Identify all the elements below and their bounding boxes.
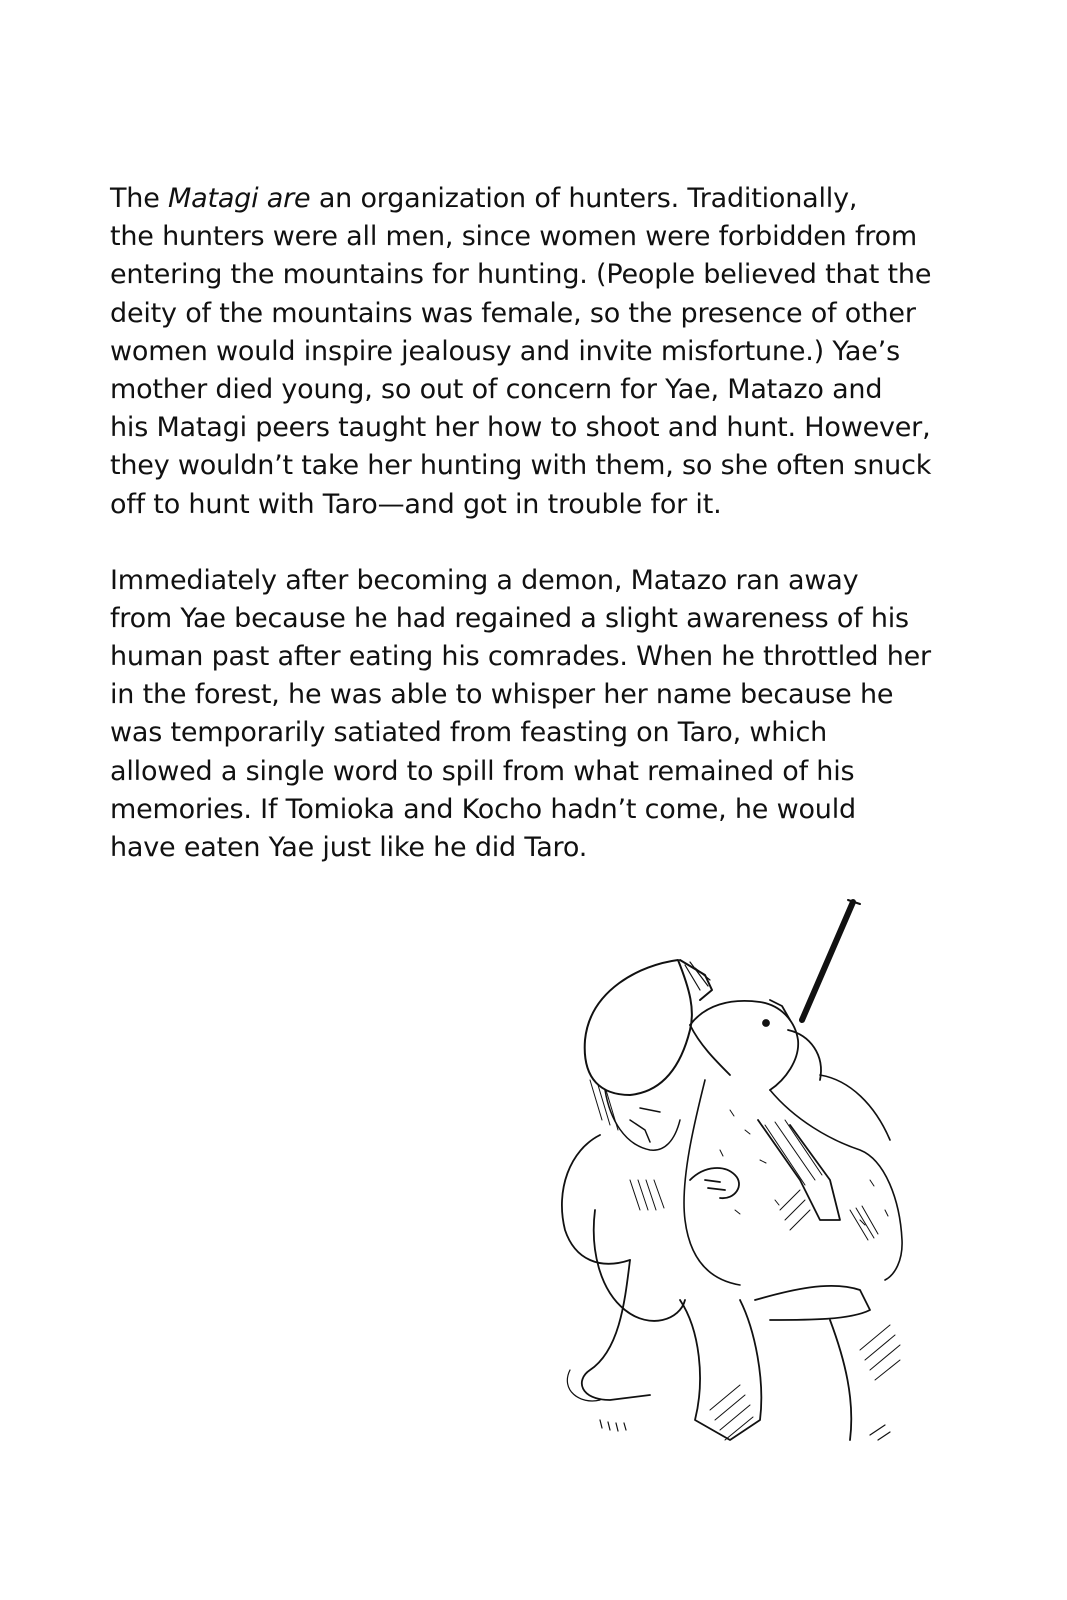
- text-line: the hunters were all men, since women were forbidden from: [110, 221, 917, 253]
- text-line: allowed a single word to spill from what remained of his: [110, 755, 855, 787]
- text-line: from Yae because he had regained a slight awareness of his: [110, 602, 909, 634]
- text-line: [110, 180, 990, 218]
- text-line: was temporarily satiated from feasting on Taro, which: [110, 717, 828, 749]
- text-span: The: [110, 183, 168, 214]
- paragraph-matazo: [110, 562, 990, 868]
- text-line: mother died young, so out of concern for Yae, Matazo and: [110, 373, 883, 405]
- text-line: human past after eating his comrades. When he throttled her: [110, 641, 931, 673]
- hatching-icon: [630, 1180, 900, 1440]
- text-line: women would inspire jealousy and invite misfortune.) Yae’s: [110, 335, 900, 367]
- dog-head-icon: [690, 1000, 821, 1090]
- hunter-face-icon: [590, 1080, 680, 1150]
- dog-body-icon: [684, 1075, 902, 1285]
- hunter-hat-icon: [585, 960, 712, 1095]
- text-line: have eaten Yae just like he did Taro.: [110, 832, 588, 863]
- hunter-arm-icon: [690, 1120, 840, 1220]
- text-line: memories. If Tomioka and Kocho hadn’t come, he would: [110, 793, 856, 825]
- hunter-and-dog-illustration: [530, 880, 930, 1460]
- rifle-icon: [802, 900, 860, 1020]
- text-line: his Matagi peers taught her how to shoot and hunt. However,: [110, 412, 931, 444]
- text-span: an organization of hunters. Traditionally,: [310, 183, 858, 214]
- body-text: [110, 180, 990, 867]
- italic-term: Matagi are: [168, 183, 311, 214]
- text-line: deity of the mountains was female, so the presence of other: [110, 297, 916, 329]
- text-line: Immediately after becoming a demon, Matazo ran away: [110, 564, 859, 596]
- text-line: they wouldn’t take her hunting with them, so she often snuck: [110, 450, 932, 482]
- ground-marks-icon: [567, 1370, 890, 1440]
- text-line: entering the mountains for hunting. (People believed that the: [110, 259, 932, 291]
- paragraph-matagi: [110, 180, 990, 524]
- text-line: off to hunt with Taro—and got in trouble for it.: [110, 488, 722, 520]
- text-line: in the forest, he was able to whisper her name because he: [110, 679, 894, 711]
